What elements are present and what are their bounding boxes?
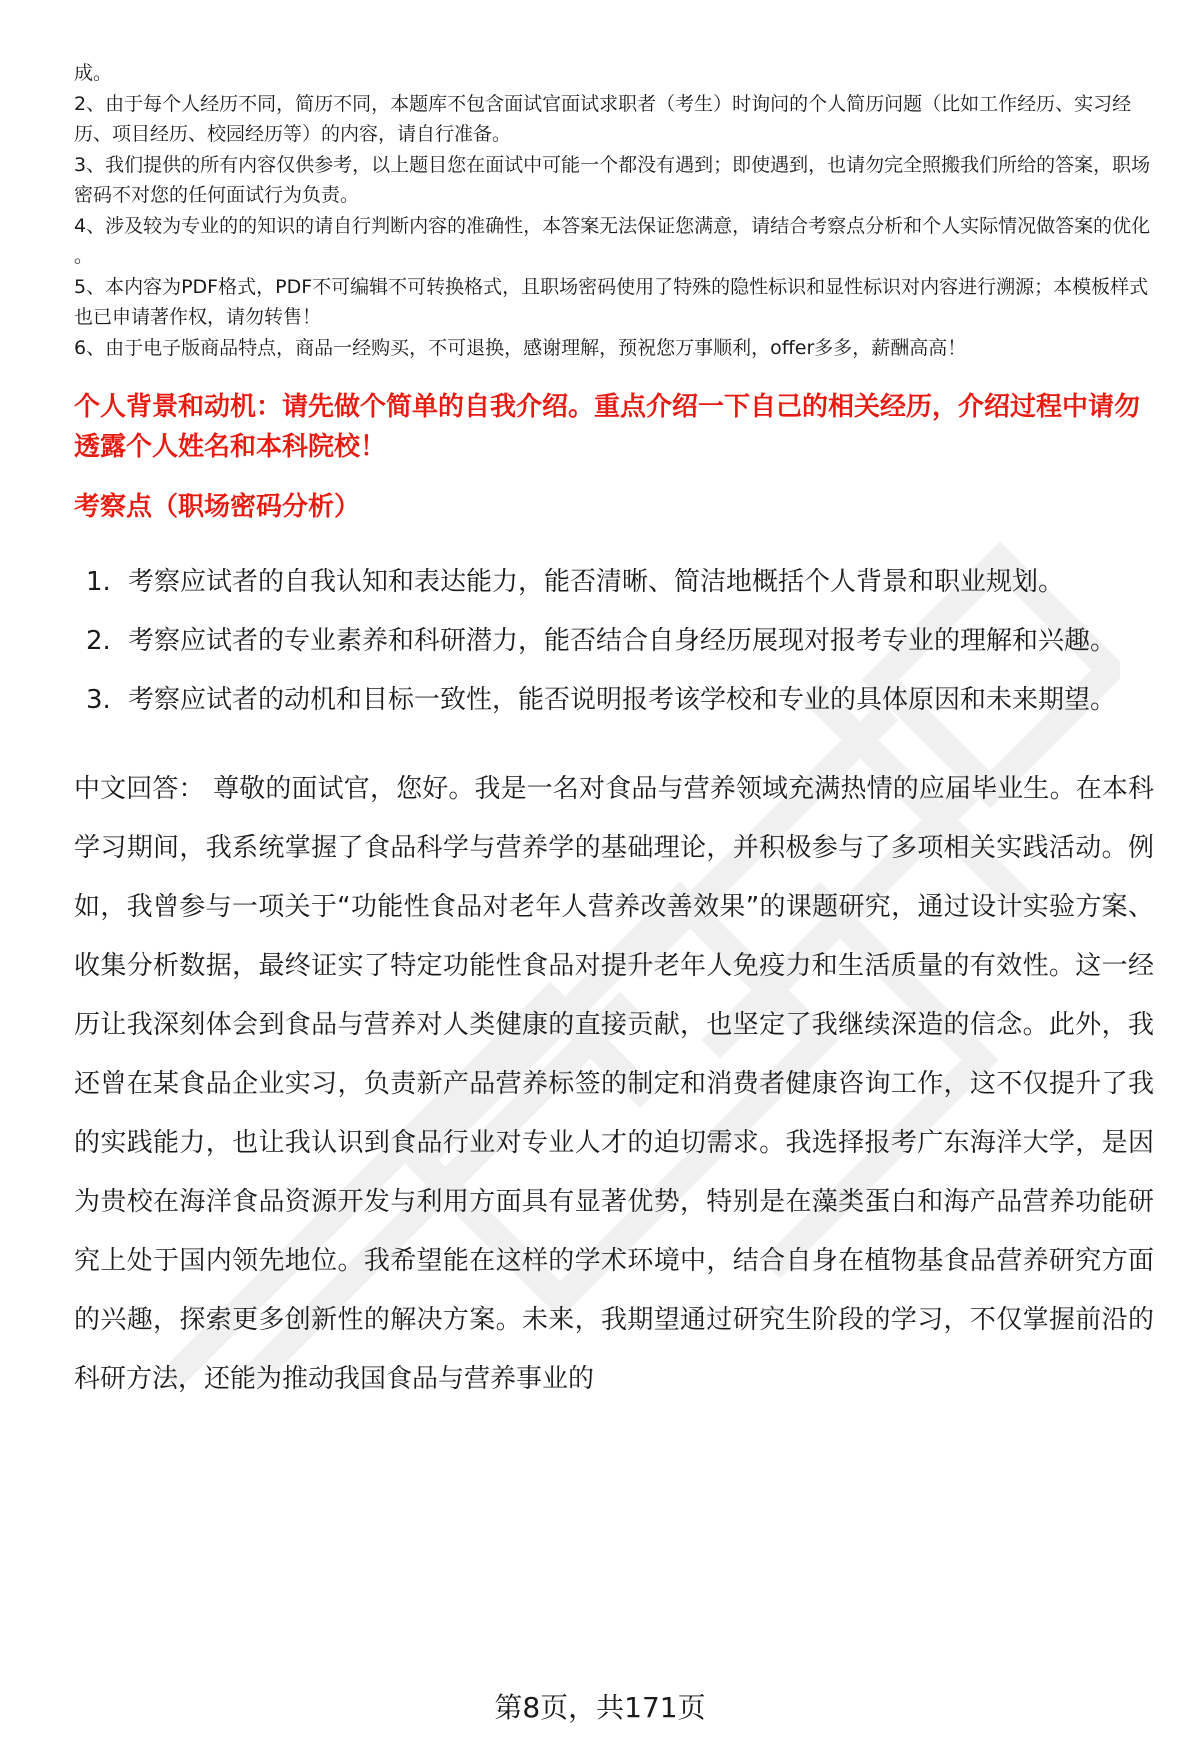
notes-block <box>74 58 1154 363</box>
note-line: 2、由于每个人经历不同，简历不同，本题库不包含面试官面试求职者（考生）时询问的个人简历问题（比如工作经历、实习经历、项目经历、校园经历等）的内容，请自行准备。 <box>74 92 1132 145</box>
chinese-answer: 中文回答： 尊敬的面试官，您好。我是一名对食品与营养领域充满热情的应届毕业生。在本科学习期间，我系统掌握了食品科学与营养学的基础理论，并积极参与了多项相关实践活动。例如，我曾参与一项关于“功能性食品对老年人营养改善效果”的课题研究，通过设计实验方案、收集分析数据，最终证实了特定功能性食品对提升老年人免疫力和生活质量的有效性。这一经历让我深刻体会到食品与营养对人类健康的直接贡献，也坚定了我继续深造的信念。此外，我还曾在某食品企业实习，负责新产品营养标签的制定和消费者健康咨询工作，这不仅提升了我的实践能力，也让我认识到食品行业对专业人才的迫切需求。我选择报考广东海洋大学，是因为贵校在海洋食品资源开发与利用方面具有显著优势，特别是在藻类蛋白和海产品营养功能研究上处于国内领先地位。我希望能在这样的学术环境中，结合自身在植物基食品营养研究方面的兴趣，探索更多创新性的解决方案。未来，我期望通过研究生阶段的学习，不仅掌握前沿的科研方法，还能为推动我国食品与营养事业的 <box>74 774 1154 1394</box>
analysis-heading: 考察点（职场密码分析） <box>74 492 361 522</box>
analysis-points-list <box>74 553 1154 730</box>
list-item-text: 考察应试者的专业素养和科研潜力，能否结合自身经历展现对报考专业的理解和兴趣。 <box>128 626 1117 656</box>
list-item-text: 考察应试者的动机和目标一致性，能否说明报考该学校和专业的具体原因和未来期望。 <box>128 685 1117 715</box>
page-content <box>74 58 1154 1409</box>
note-line: 4、涉及较为专业的的知识的请自行判断内容的准确性，本答案无法保证您满意，请结合考察点分析和个人实际情况做答案的优化 。 <box>74 214 1151 267</box>
note-line: 6、由于电子版商品特点，商品一经购买，不可退换，感谢理解，预祝您万事顺利，offer多多，薪酬高高！ <box>74 336 967 359</box>
list-item-text: 考察应试者的自我认知和表达能力，能否清晰、简洁地概括个人背景和职业规划。 <box>128 567 1065 597</box>
list-item-number: 1. <box>86 567 111 597</box>
note-line: 3、我们提供的所有内容仅供参考，以上题目您在面试中可能一个都没有遇到；即使遇到，也请勿完全照搬我们所给的答案，职场密码不对您的任何面试行为负责。 <box>74 153 1151 206</box>
list-item-number: 3. <box>86 685 111 715</box>
list-item <box>74 612 1154 671</box>
question-heading: 个人背景和动机：请先做个简单的自我介绍。重点介绍一下自己的相关经历，介绍过程中请勿透露个人姓名和本科院校！ <box>74 392 1141 462</box>
note-line: 成。 <box>74 62 113 84</box>
list-item <box>74 671 1154 730</box>
page-number: 第8页，共171页 <box>494 1691 706 1724</box>
note-line: 5、本内容为PDF格式，PDF不可编辑不可转换格式，且职场密码使用了特殊的隐性标识和显性标识对内容进行溯源；本模板样式也已申请著作权，请勿转售！ <box>74 275 1149 328</box>
list-item-number: 2. <box>86 626 111 656</box>
list-item <box>74 553 1154 612</box>
